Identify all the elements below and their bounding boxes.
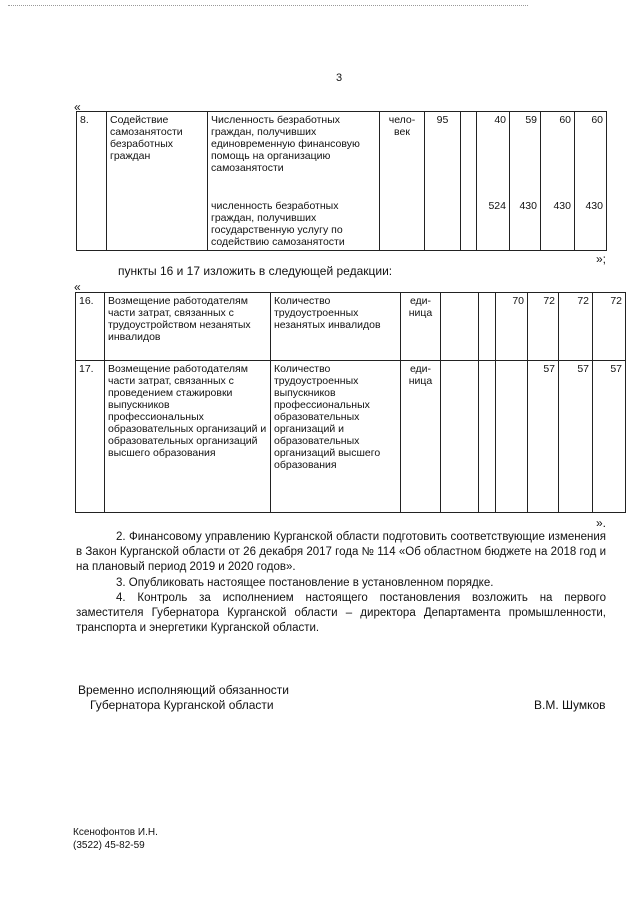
indicator-2: численность безработных граждан, получивших государственную услугу по содействию самозанятости (211, 200, 345, 248)
table-program-indicators-2 (75, 292, 626, 513)
signer-name: В.М. Шумков (534, 698, 606, 712)
value-cell: 57 (528, 361, 559, 513)
signer-position-line2: Губернатора Курганской области (90, 698, 274, 712)
table-row (77, 112, 607, 251)
indicator-cell: Количество трудоустроенных выпускников профессиональных образовательных организаций и образовательных организаций высшего образования (271, 361, 401, 513)
value-cell: 57 (593, 361, 626, 513)
indicator-1: Численность безработных граждан, получивших единовременную финансовую помощь на организацию самозанятости (211, 114, 360, 174)
empty-cell (479, 361, 496, 513)
open-quote-2: « (74, 280, 81, 294)
paragraph-3: 3. Опубликовать настоящее постановление в установленном порядке. (116, 577, 494, 589)
activity-cell: Возмещение работодателям части затрат, связанных с трудоустройством незанятых инвалидов (105, 293, 271, 361)
page-number: 3 (336, 72, 343, 84)
close-quote-1: »; (596, 252, 607, 266)
value-cell: 60 430 (575, 112, 607, 251)
empty-cell (441, 293, 479, 361)
value-cell: 40 524 (477, 112, 510, 251)
empty-cell (479, 293, 496, 361)
open-quote-1: « (74, 100, 81, 114)
value-cell: 72 (593, 293, 626, 361)
table-row (76, 293, 626, 361)
value-cell: 70 (496, 293, 528, 361)
indicator-cell: Количество трудоустроенных незанятых инвалидов (271, 293, 401, 361)
value-cell: 72 (528, 293, 559, 361)
indicator-cell (208, 112, 380, 251)
executor-name: Ксенофонтов И.Н. (73, 827, 158, 838)
empty-cell (496, 361, 528, 513)
row-index: 17. (76, 361, 105, 513)
base-value-cell: 95 (425, 112, 461, 251)
unit-cell: еди- ница (401, 361, 441, 513)
activity-cell: Возмещение работодателям части затрат, связанных с проведением стажировки выпускников профессиональных образовательных организаций и образовательных организаций высшего образования (105, 361, 271, 513)
top-dotted-rule (8, 5, 528, 6)
activity-cell: Содействие самозанятости безработных граждан (107, 112, 208, 251)
value-cell: 57 (559, 361, 593, 513)
close-quote-2: ». (596, 516, 607, 530)
intro-text: пункты 16 и 17 изложить в следующей редакции: (118, 264, 393, 278)
row-index: 16. (76, 293, 105, 361)
empty-cell (461, 112, 477, 251)
table-program-indicators-1 (76, 111, 607, 251)
paragraph-4: 4. Контроль за исполнением настоящего постановления возложить на первого заместителя Губернатора Курганской области – директора Департамента промышленности, транспорта и энергетики Курганской области. (76, 592, 606, 634)
paragraph-2: 2. Финансовому управлению Курганской области подготовить соответствующие изменения в Закон Курганской области от 26 декабря 2017 года № 114 «Об областном бюджете на 2018 год и на плановый период 2019 и 2020 годов». (76, 531, 606, 573)
row-index: 8. (77, 112, 107, 251)
table-row (76, 361, 626, 513)
unit-cell: чело- век (380, 112, 425, 251)
signer-position-line1: Временно исполняющий обязанности (78, 683, 289, 697)
value-cell: 60 430 (541, 112, 575, 251)
executor-phone: (3522) 45-82-59 (73, 840, 145, 851)
empty-cell (441, 361, 479, 513)
unit-cell: еди- ница (401, 293, 441, 361)
value-cell: 59 430 (510, 112, 541, 251)
value-cell: 72 (559, 293, 593, 361)
